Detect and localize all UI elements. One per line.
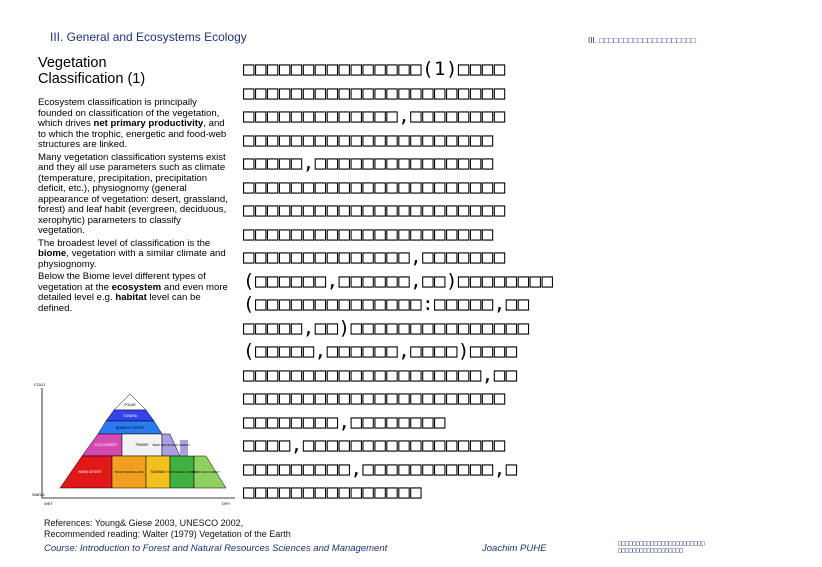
- footer-translated-line2: □□□□□□□□□□□□□□□□□□: [618, 547, 684, 554]
- translated-text-line: □□□□□□□□□□□□□□□□□□□□□□: [243, 81, 506, 104]
- translated-text-line: □□□□□,□□□□□□□□□□□□□□□: [243, 152, 494, 174]
- p4-bold-habitat: habitat: [115, 292, 147, 303]
- axis-wet-label: WET: [44, 501, 53, 506]
- footer-translated: [618, 540, 818, 554]
- label-boreal: BOREAL FOREST: [115, 426, 145, 430]
- label-temp-deciduous: TEMP. DECIDUOUS FOREST: [152, 443, 190, 447]
- footer-translated-line1: □□□□□□□□□□□□□□□□□□□□□□□□: [618, 540, 705, 547]
- paragraph-systems: Many vegetation classification systems exist and they all use parameters such as climate (temperature, precipitation, precipitation deficit, etc.), physiognomy (general appearance of vegetation: desert, grassland, forest) and leaf habit (evergreen, deciduous, xerophytic) parameters to classify vegetation.: [38, 151, 228, 236]
- axis-cold-label: COLD: [34, 382, 46, 387]
- section-title-translated: III. □□□□□□□□□□□□□□□□□□□□: [588, 36, 696, 45]
- body-text: [38, 98, 228, 316]
- translated-text-line: □□□□□□□□,□□□□□□□□: [243, 410, 446, 433]
- translated-text-line: □□□□□□□□□□□□□□□□□□□□,□□: [243, 363, 518, 386]
- slide-title-line2: Classification (1): [38, 71, 146, 87]
- biome-polar: [114, 394, 146, 410]
- translated-text-line: □□□□□□□□□□□□□□□□□□□□□□: [243, 387, 506, 409]
- section-title: III. General and Ecosystems Ecology: [50, 30, 247, 44]
- translated-text-line: □□□□□□□□□□□□□□,□□□□□□□: [243, 246, 506, 268]
- p4-bold-ecosystem: ecosystem: [111, 281, 162, 293]
- slide-title-line1: Vegetation: [38, 55, 107, 71]
- p4-text: Below the Biome level different types of vegetation at the: [38, 271, 206, 293]
- translated-text-block: [243, 58, 818, 518]
- label-tundra: TUNDRA: [122, 414, 138, 418]
- label-warm-desert: WARM DESERT: [78, 470, 102, 474]
- p3-text: The broadest level of classification is the: [38, 237, 211, 249]
- axis-warm-label: WARM: [32, 492, 45, 497]
- p1-bold: net primary productivity: [93, 118, 204, 129]
- references-line: References: Young& Giese 2003, UNESCO 2002,: [44, 518, 244, 528]
- translated-text-line: □□□□□□□□□□□□□□□(1)□□□□: [243, 58, 506, 80]
- p1-text: Ecosystem classification is principally founded on classification of the vegetation, which drives: [38, 97, 220, 129]
- translated-text-line: □□□□□,□□)□□□□□□□□□□□□□□□: [243, 316, 530, 339]
- label-trop-deciduous: TROP. DECID. FOREST: [166, 470, 198, 474]
- translated-text-line: □□□□,□□□□□□□□□□□□□□□□□: [243, 434, 506, 456]
- translated-text-line: (□□□□□,□□□□□□,□□□□)□□□□: [243, 340, 518, 362]
- biome-diagram: [30, 380, 240, 508]
- label-cold-desert: COLD DESERT: [94, 443, 118, 447]
- footer-author: Joachim PUHE: [482, 543, 547, 554]
- p4-text-end: level can be defined.: [38, 292, 201, 314]
- p4-text-mid: and even more detailed level e.g.: [38, 281, 228, 303]
- translated-text-line: □□□□□□□□□□□□□□□□□□□□□□: [243, 175, 506, 198]
- footer-course: Course: Introduction to Forest and Natural Resources Sciences and Management: [44, 543, 388, 554]
- label-trop-grassland: TROP. GRASS-LAND: [114, 470, 144, 474]
- translated-text-line: □□□□□□□□□□□□□□□: [243, 481, 423, 503]
- p3-bold: biome: [38, 248, 67, 259]
- translated-text-line: □□□□□□□□□□□□□□□□□□□□□□: [243, 199, 506, 221]
- translated-text-line: (□□□□□□,□□□□□□,□□)□□□□□□□□: [243, 269, 554, 292]
- translated-text-line: □□□□□□□□□□□□□,□□□□□□□□: [243, 105, 506, 127]
- paragraph-ecosystem: [38, 98, 228, 151]
- translated-text-line: □□□□□□□□□□□□□□□□□□□□□: [243, 128, 494, 151]
- axis-dry-label: DRY: [222, 501, 231, 506]
- paragraph-biome: [38, 239, 228, 271]
- translated-text-line: □□□□□□□□□,□□□□□□□□□□□,□: [243, 457, 518, 480]
- references: [44, 518, 291, 540]
- translated-text-line: (□□□□□□□□□□□□□□:□□□□□,□□: [243, 293, 530, 315]
- p1-text-end: , and to which the trophic, energetic and food-web structures are linked.: [38, 118, 227, 150]
- slide-title: [38, 55, 238, 87]
- translated-text-line: □□□□□□□□□□□□□□□□□□□□□: [243, 222, 494, 245]
- label-savanna: SAVANNA: [150, 470, 166, 474]
- recommended-reading-line: Recommended reading: Walter (1979) Vegetation of the Earth: [44, 529, 291, 539]
- label-polar: POLAR: [124, 403, 136, 407]
- paragraph-below-biome: [38, 272, 228, 314]
- label-prairie: PRAIRIE: [135, 443, 149, 447]
- p3-text-end: , vegetation with a similar climate and physiognomy.: [38, 248, 226, 270]
- label-trop-rain: TROP. RAIN FOREST: [192, 470, 220, 474]
